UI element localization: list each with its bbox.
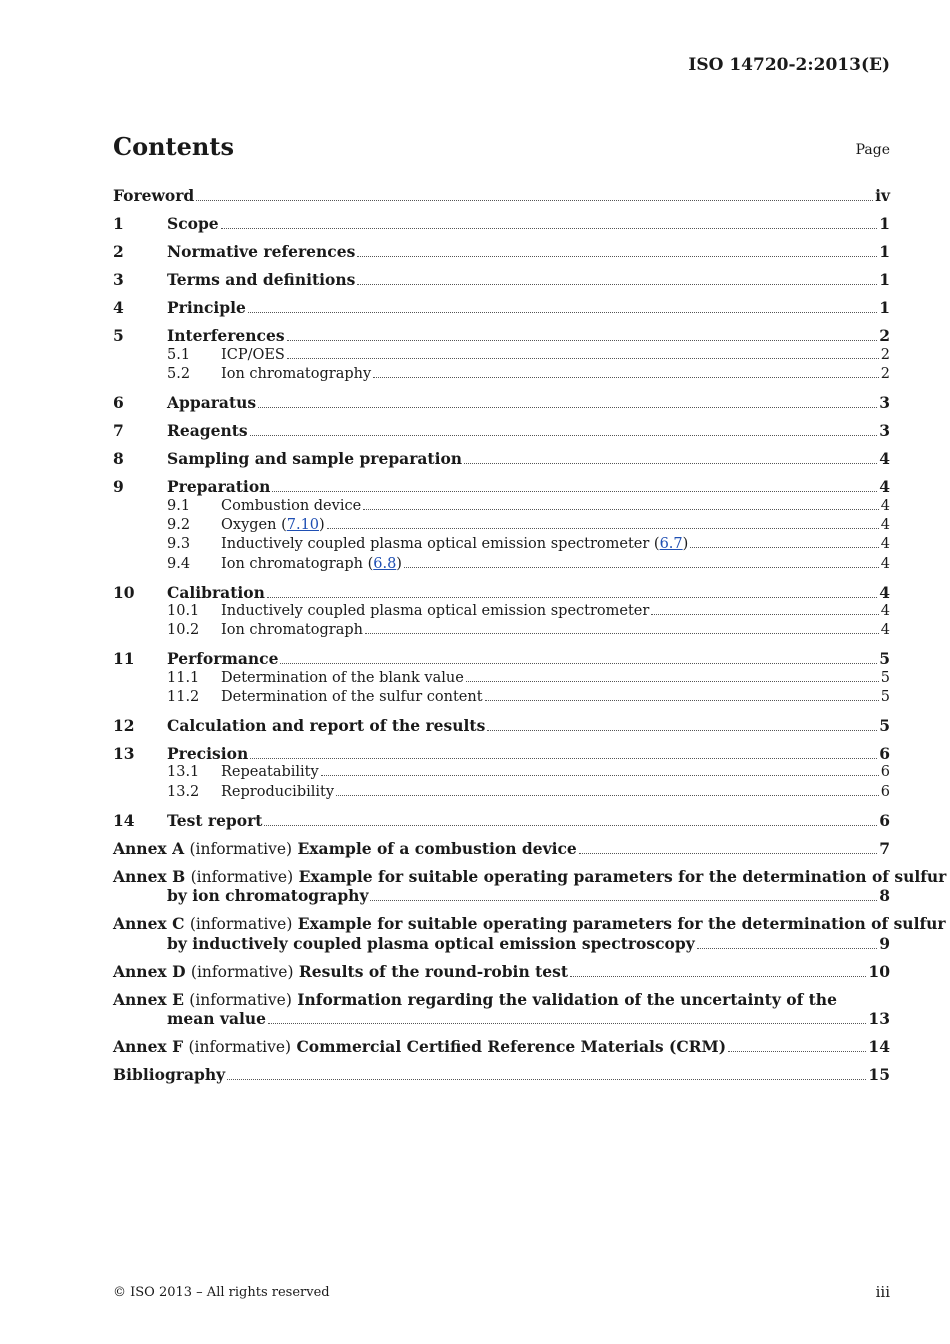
subclause-title-text: Combustion device <box>221 497 362 514</box>
subclause-title-text: Oxygen ( <box>221 517 287 534</box>
annex-type: (informative) <box>189 839 293 858</box>
toc-subentry[interactable] <box>113 602 890 621</box>
subclause-title-close: ) <box>319 517 325 534</box>
toc-subentry[interactable] <box>113 669 890 688</box>
toc-group <box>113 214 890 233</box>
clause-number: 2 <box>113 242 124 262</box>
annex-group <box>113 1037 890 1056</box>
dot-leader <box>264 825 877 826</box>
toc-group <box>113 583 890 641</box>
clause-number: 11 <box>113 649 135 669</box>
clause-number: 12 <box>113 716 135 736</box>
toc-entry[interactable] <box>113 326 890 345</box>
annex-entry[interactable] <box>113 962 890 981</box>
subclause-title-close: ) <box>682 536 689 553</box>
dot-leader <box>321 775 879 776</box>
subclause-title <box>221 688 483 707</box>
toc-entry[interactable] <box>113 393 890 412</box>
annex-label: Annex D <box>113 961 186 981</box>
dot-leader <box>579 853 877 854</box>
page-column-label: Page <box>855 142 890 158</box>
annex-label: Annex A <box>113 838 185 858</box>
toc-entry[interactable] <box>113 583 890 602</box>
annex-heading <box>113 962 568 982</box>
dot-leader <box>357 256 877 257</box>
annex-group <box>113 962 890 981</box>
toc-group <box>113 477 890 573</box>
page-ref: 4 <box>879 449 890 469</box>
clause-number: 1 <box>113 214 124 234</box>
toc-group <box>113 298 890 317</box>
toc-subentry[interactable] <box>113 688 890 707</box>
clause-number: 10 <box>113 582 135 602</box>
subclause-title-text: Determination of the blank value <box>221 669 464 686</box>
dot-leader <box>250 435 878 436</box>
dot-leader <box>466 681 879 682</box>
dot-leader <box>221 228 878 229</box>
subclause-title-text: Determination of the sulfur content <box>221 689 483 705</box>
page-ref: 5 <box>880 669 890 686</box>
subclause-number: 9.3 <box>167 536 191 553</box>
toc-entry[interactable] <box>113 242 890 261</box>
annex-entry-continuation[interactable] <box>113 886 890 905</box>
clause-title: Normative references <box>167 242 356 262</box>
page-ref: 6 <box>879 744 890 764</box>
toc-subentry[interactable] <box>113 516 890 535</box>
page-ref: 4 <box>880 536 890 553</box>
toc-group <box>113 716 890 735</box>
bibliography-title: Bibliography <box>113 1065 226 1085</box>
dot-leader <box>196 200 873 201</box>
toc-group <box>113 649 890 707</box>
dot-leader <box>697 948 877 949</box>
subclause-title-text: Reproducibility <box>221 783 335 800</box>
annex-title: Example for suitable operating parameters for the determination of sulfur <box>298 867 947 887</box>
clause-title: Terms and definitions <box>167 270 356 290</box>
page-ref: 4 <box>880 497 890 514</box>
dot-leader <box>728 1051 866 1052</box>
toc-entry[interactable] <box>113 270 890 289</box>
copyright-footer: © ISO 2013 – All rights reserved <box>113 1285 330 1300</box>
annex-entry-continuation[interactable] <box>113 1009 890 1028</box>
subclause-title-text: Inductively coupled plasma optical emission spectrometer <box>221 603 650 620</box>
dot-leader <box>287 358 879 359</box>
page-ref: 2 <box>879 326 890 346</box>
annex-type: (informative) <box>189 915 293 934</box>
annex-label: Annex C <box>113 914 185 934</box>
dot-leader <box>267 597 877 598</box>
toc-entry[interactable] <box>113 477 890 496</box>
annex-title: Commercial Certified Reference Materials (CRM) <box>296 1037 727 1057</box>
subclause-title-close: ) <box>396 555 402 572</box>
page-ref: 7 <box>879 838 890 858</box>
toc-entry[interactable] <box>113 298 890 317</box>
page-ref: 1 <box>879 270 890 290</box>
subclause-title-text: Repeatability <box>221 764 319 781</box>
cross-reference-link[interactable]: 6.7 <box>659 536 683 553</box>
toc-entry[interactable] <box>113 811 890 830</box>
annex-title: Example of a combustion device <box>297 838 577 858</box>
subclause-title <box>221 621 363 640</box>
page-ref: 5 <box>879 716 890 736</box>
clause-title: Reagents <box>167 421 248 441</box>
clause-title: Apparatus <box>167 393 257 413</box>
dot-leader <box>336 795 879 796</box>
clause-title: Calculation and report of the results <box>167 716 486 736</box>
subclause-number: 9.4 <box>167 555 191 572</box>
subclause-title <box>221 365 371 384</box>
page-ref: 6 <box>880 764 890 781</box>
subclause-number: 5.2 <box>167 366 191 383</box>
page-ref: 1 <box>879 214 890 234</box>
toc-group <box>113 270 890 289</box>
annex-heading <box>113 839 577 859</box>
toc-group <box>113 326 890 384</box>
clause-title: Performance <box>167 649 279 669</box>
toc-group <box>113 242 890 261</box>
dot-leader <box>363 509 879 510</box>
dot-leader <box>250 758 877 759</box>
page-ref: 1 <box>879 298 890 318</box>
subclause-title-text: Ion chromatograph ( <box>221 555 374 572</box>
page-ref: iv <box>875 186 890 205</box>
page-ref: 4 <box>880 555 890 572</box>
clause-number: 8 <box>113 449 124 469</box>
clause-number: 9 <box>113 477 124 497</box>
subclause-number: 10.1 <box>167 603 200 620</box>
clause-title: Preparation <box>167 477 271 497</box>
toc-subentry[interactable] <box>113 555 890 574</box>
dot-leader <box>248 312 877 313</box>
dot-leader <box>365 633 879 634</box>
table-of-contents <box>113 186 947 1094</box>
toc-group <box>113 421 890 440</box>
annex-title: Example for suitable operating parameters for the determination of sulfur <box>297 914 946 934</box>
page-ref: 1 <box>879 242 890 262</box>
annex-entry[interactable] <box>113 839 890 858</box>
annex-entry[interactable] <box>113 990 890 1009</box>
dot-leader <box>280 663 877 664</box>
annex-title-continued: by ion chromatography <box>167 886 369 906</box>
toc-entry[interactable] <box>113 421 890 440</box>
page-ref: 6 <box>879 810 890 830</box>
toc-subentry[interactable] <box>113 763 890 782</box>
cross-reference-link[interactable]: 7.10 <box>286 517 320 534</box>
clause-title: Precision <box>167 744 249 764</box>
clause-title: Test report <box>167 810 263 830</box>
subclause-title-text: ICP/OES <box>221 346 285 363</box>
annex-label: Annex F <box>113 1037 184 1057</box>
annex-type: (informative) <box>189 990 292 1009</box>
subclause-number: 13.2 <box>167 783 200 800</box>
toc-subentry[interactable] <box>113 346 890 365</box>
clause-title: Scope <box>167 214 219 234</box>
dot-leader <box>373 377 879 378</box>
toc-group <box>113 811 890 830</box>
subclause-number: 5.1 <box>167 346 191 363</box>
cross-reference-link[interactable]: 6.8 <box>373 555 397 572</box>
dot-leader <box>258 407 877 408</box>
annex-title-continued: mean value <box>167 1009 267 1029</box>
dot-leader <box>227 1079 866 1080</box>
subclause-number: 13.1 <box>167 764 200 781</box>
subclause-number: 10.2 <box>167 622 200 639</box>
dot-leader <box>272 491 877 492</box>
annex-group <box>113 990 890 1029</box>
page-ref: 9 <box>879 933 890 953</box>
page-ref: 13 <box>868 1009 890 1029</box>
annex-entry[interactable] <box>113 867 947 887</box>
page-ref: 3 <box>879 393 890 413</box>
page-ref: 4 <box>880 622 890 639</box>
toc-entry[interactable] <box>113 214 890 233</box>
annex-group <box>113 867 947 906</box>
subclause-title <box>221 763 319 782</box>
annex-entry[interactable] <box>113 1037 890 1056</box>
page-ref: 6 <box>880 783 890 800</box>
toc-group <box>113 186 890 205</box>
dot-leader <box>268 1023 866 1024</box>
toc-group <box>113 449 890 468</box>
annex-title: Information regarding the validation of the uncertainty of the <box>297 989 837 1009</box>
annex-heading <box>113 1037 726 1057</box>
clause-number: 3 <box>113 270 124 290</box>
clause-number: 6 <box>113 393 124 413</box>
subclause-title <box>221 535 688 554</box>
annex-label: Annex E <box>113 989 184 1009</box>
dot-leader <box>651 614 878 615</box>
toc-entry[interactable] <box>113 649 890 668</box>
dot-leader <box>287 340 878 341</box>
clause-number: 7 <box>113 421 124 441</box>
dot-leader <box>327 528 879 529</box>
subclause-title-text: Ion chromatograph <box>221 622 363 639</box>
clause-number: 4 <box>113 298 124 318</box>
subclause-number: 11.2 <box>167 689 200 705</box>
annex-entry[interactable] <box>113 914 946 934</box>
subclause-title <box>221 555 402 574</box>
annex-type: (informative) <box>190 962 294 981</box>
toc-entry[interactable] <box>113 449 890 468</box>
subclause-title <box>221 669 464 688</box>
subclause-title <box>221 783 334 802</box>
clause-title: Interferences <box>167 326 285 346</box>
clause-title: Principle <box>167 298 246 318</box>
subclause-title <box>221 516 325 535</box>
dot-leader <box>357 284 877 285</box>
dot-leader <box>370 900 877 901</box>
contents-title: Contents <box>113 132 234 161</box>
dot-leader <box>464 463 877 464</box>
page-ref: 3 <box>879 421 890 441</box>
toc-entry[interactable] <box>113 716 890 735</box>
toc-entry[interactable] <box>113 186 890 205</box>
annex-title-continued: by inductively coupled plasma optical emission spectroscopy <box>167 933 695 953</box>
page-ref: 4 <box>880 517 890 534</box>
page-ref: 4 <box>879 582 890 602</box>
annex-label: Annex B <box>113 867 186 887</box>
page-ref: 5 <box>879 649 890 669</box>
page-number: iii <box>875 1283 890 1301</box>
page-ref: 2 <box>880 366 890 383</box>
annex-title: Results of the round-robin test <box>298 961 569 981</box>
dot-leader <box>404 567 879 568</box>
toc-subentry[interactable] <box>113 497 890 516</box>
annex-entry-continuation[interactable] <box>113 934 890 953</box>
page-ref: 14 <box>868 1037 890 1057</box>
clause-title: Calibration <box>167 582 265 602</box>
annex-group <box>113 914 946 953</box>
clause-title: Foreword <box>113 186 195 205</box>
toc-subentry[interactable] <box>113 535 890 554</box>
page-ref: 5 <box>880 689 890 705</box>
subclause-title-text: Inductively coupled plasma optical emission spectrometer ( <box>221 536 660 553</box>
annex-group <box>113 839 890 858</box>
annex-type: (informative) <box>188 1038 292 1057</box>
subclause-title <box>221 497 361 516</box>
dot-leader <box>570 976 866 977</box>
dot-leader <box>690 547 878 548</box>
toc-subentry[interactable] <box>113 365 890 384</box>
subclause-number: 9.2 <box>167 517 191 534</box>
document-id: ISO 14720-2:2013(E) <box>688 55 890 75</box>
bibliography-entry[interactable] <box>113 1065 890 1084</box>
subclause-number: 9.1 <box>167 497 191 514</box>
page-ref: 10 <box>868 961 890 981</box>
dot-leader <box>487 730 877 731</box>
toc-group <box>113 744 890 802</box>
page-ref: 4 <box>880 603 890 620</box>
page-ref: 8 <box>879 886 890 906</box>
toc-subentry[interactable] <box>113 783 890 802</box>
subclause-title <box>221 346 285 365</box>
toc-subentry[interactable] <box>113 621 890 640</box>
clause-number: 14 <box>113 810 135 830</box>
clause-number: 13 <box>113 744 135 764</box>
clause-number: 5 <box>113 326 124 346</box>
page-ref: 4 <box>879 477 890 497</box>
page-ref: 2 <box>880 346 890 363</box>
bibliography-group <box>113 1065 890 1084</box>
toc-group <box>113 393 890 412</box>
dot-leader <box>485 700 879 701</box>
subclause-title <box>221 602 649 621</box>
subclause-number: 11.1 <box>167 669 200 686</box>
page-ref: 15 <box>868 1065 890 1085</box>
toc-entry[interactable] <box>113 744 890 763</box>
clause-title: Sampling and sample preparation <box>167 449 463 469</box>
subclause-title-text: Ion chromatography <box>221 366 372 383</box>
annex-type: (informative) <box>190 868 294 887</box>
